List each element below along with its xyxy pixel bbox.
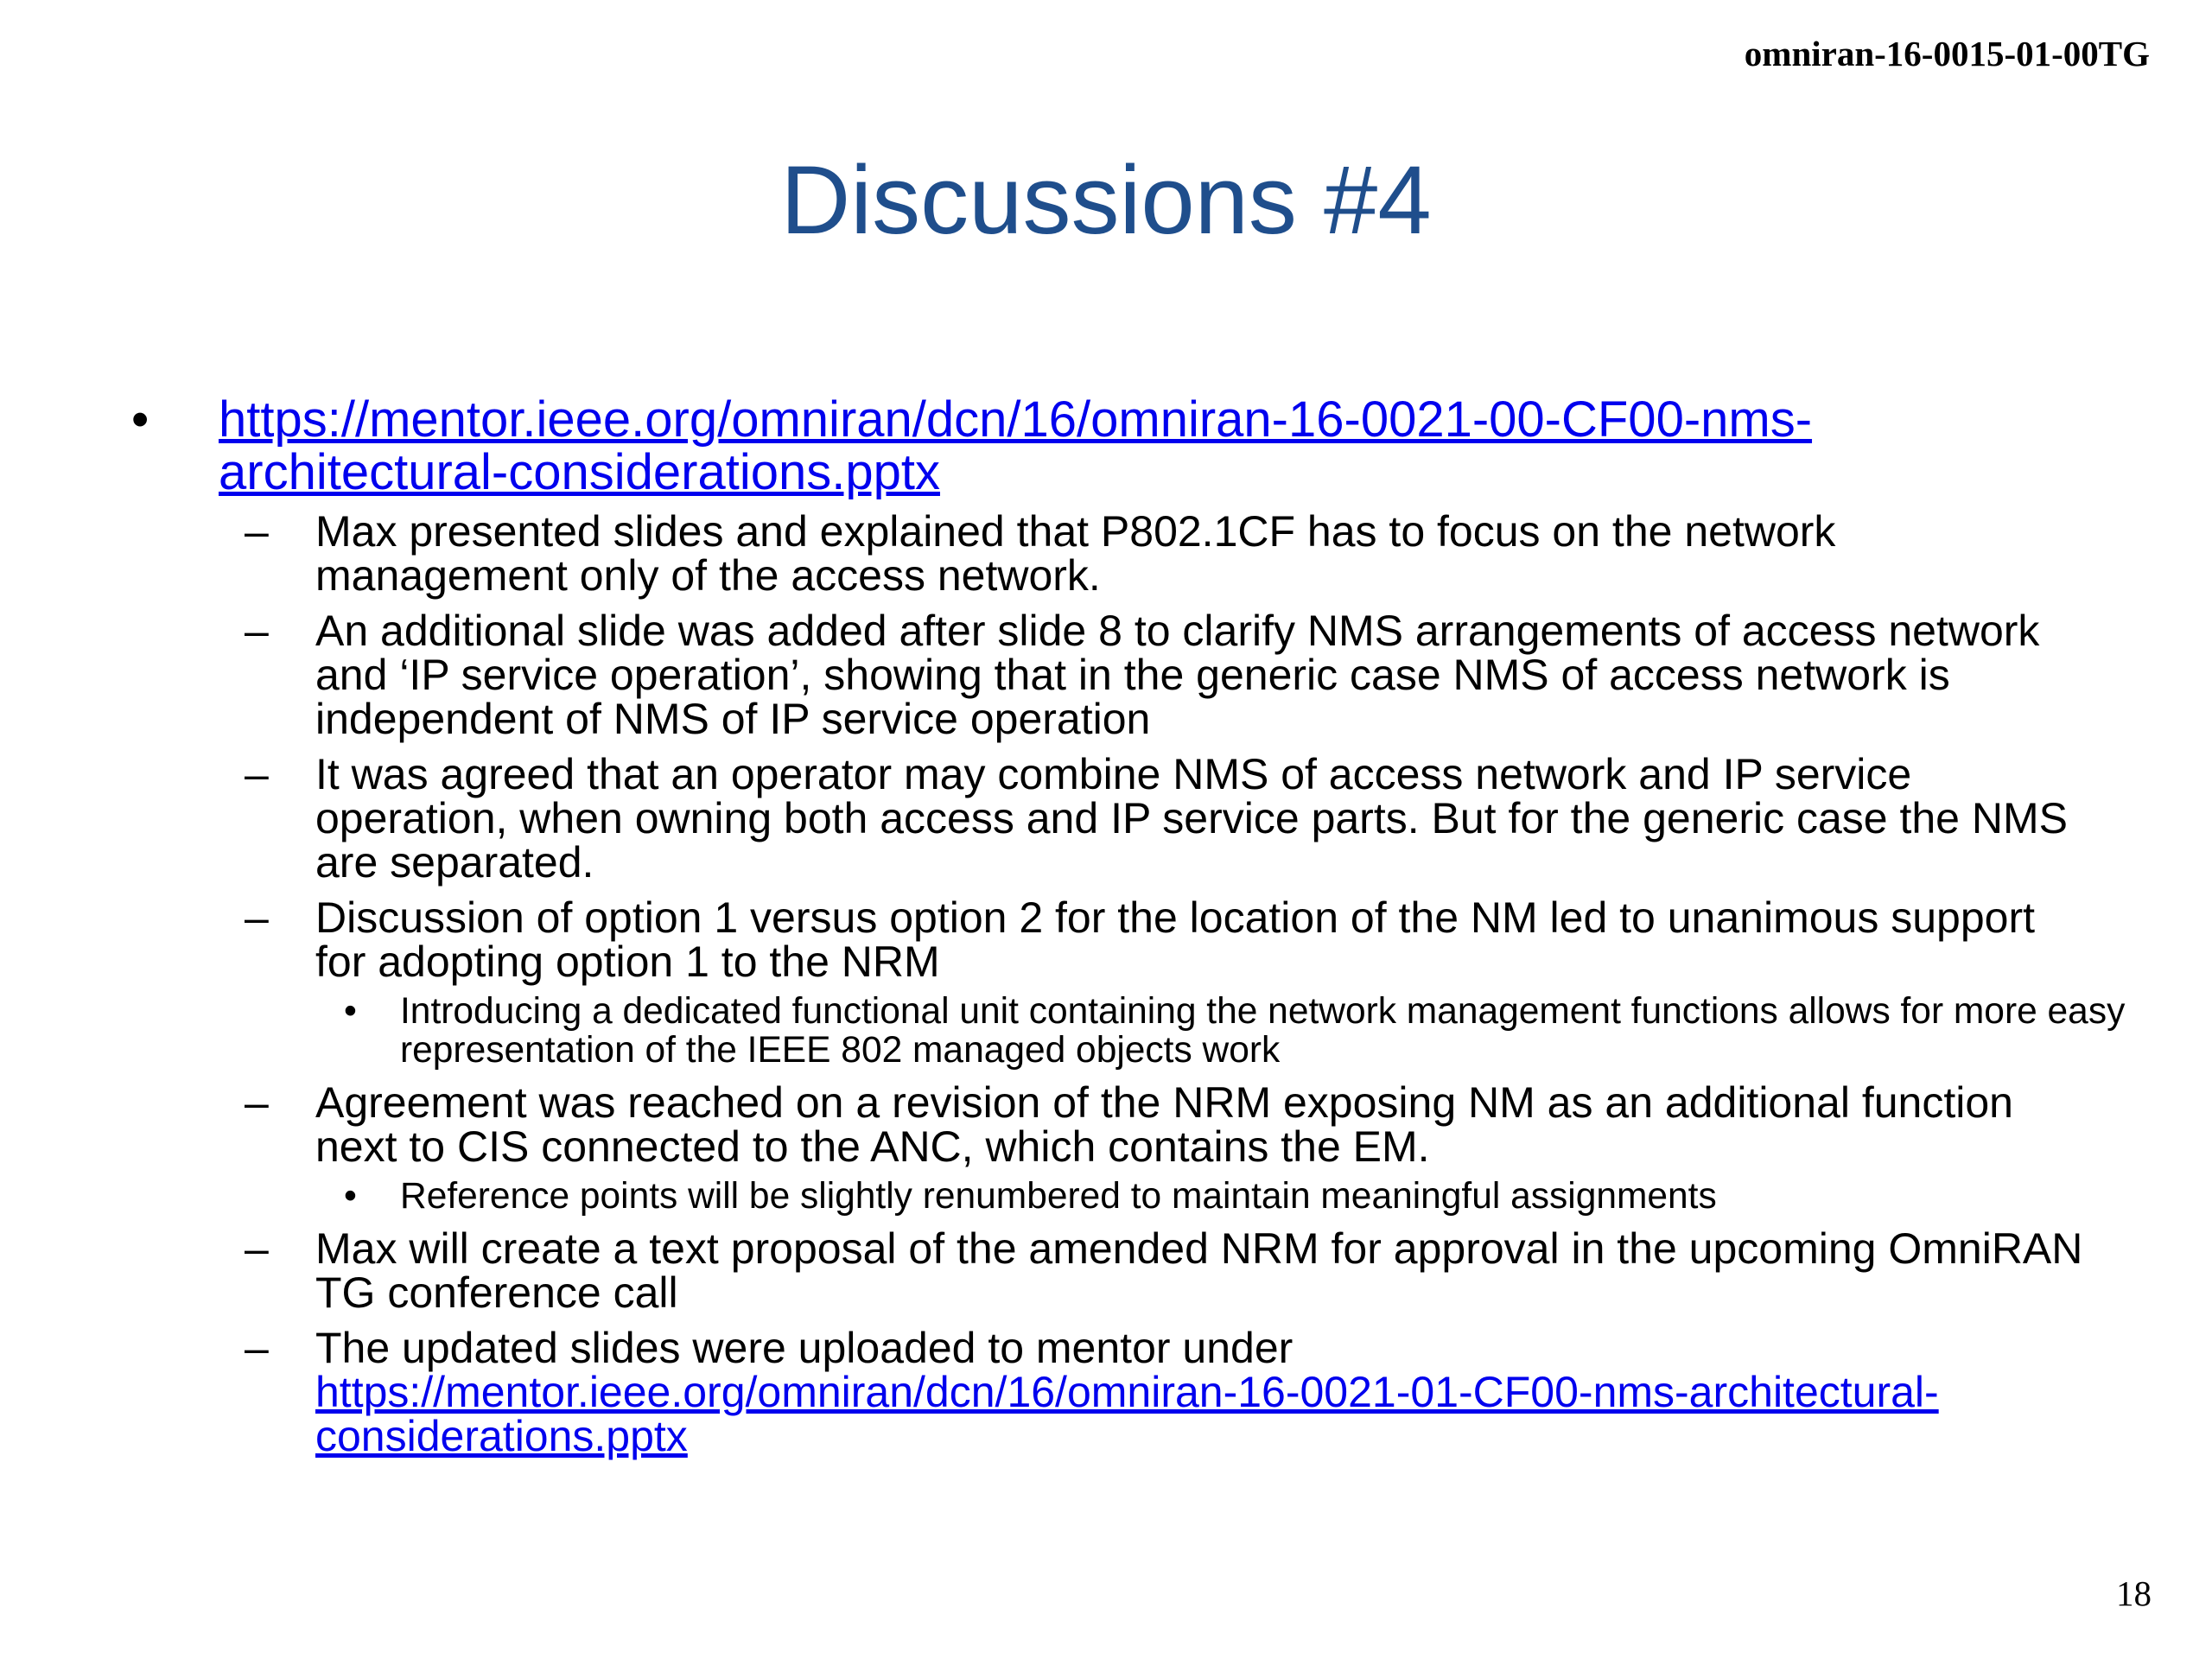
bullet-marker: • [131,391,149,448]
sub-sub-bullet [0,1177,2128,1216]
sub-bullet [0,1078,2087,1171]
main-presentation-link[interactable] [219,393,2076,499]
sub-bullet-text: An additional slide was added after slide 8 to clarify NMS arrangements of access network and ‘IP service operation’, showing that in the generic case NMS of access network is independent of NMS of IP service operation [315,607,2040,743]
sub-bullet [0,1326,2087,1459]
dash-marker: – [245,1078,269,1127]
document-id: omniran-16-0015-01-00TG [1744,34,2150,73]
main-link-line-2: architectural-considerations.pptx [219,444,940,500]
sub-bullet-text: Discussion of option 1 versus option 2 for the location of the NM led to unanimous support for adopting option 1 to the NRM [315,893,2036,986]
dash-marker: – [245,750,269,798]
updated-link-line-2: considerations.pptx [315,1412,688,1460]
main-link-line-1: https://mentor.ieee.org/omniran/dcn/16/omniran-16-0021-00-CF00-nms- [219,391,1813,448]
dash-marker: – [245,1224,269,1273]
slide-content [0,393,2212,1459]
main-bullet [0,393,2076,499]
sub-bullet-text: It was agreed that an operator may combine NMS of access network and IP service operation, when owning both access and IP service parts. But for the generic case the NMS are separated. [315,750,2068,887]
slide-title: Discussions #4 [780,146,1432,254]
sub-sub-bullet-text: Introducing a dedicated functional unit containing the network management functions allows for more easy representation of the IEEE 802 managed objects work [400,991,2126,1071]
sub-bullet [0,1224,2087,1317]
dash-marker: – [245,893,269,942]
dash-marker: – [245,507,269,556]
sub-bullet [0,750,2087,887]
sub-bullet [0,609,2087,741]
sub-bullet [0,507,2087,600]
sub-sub-bullet-text: Reference points will be slightly renumbered to maintain meaningful assignments [400,1176,1717,1217]
sub-bullet-text: Max will create a text proposal of the amended NRM for approval in the upcoming OmniRAN TG conference call [315,1224,2083,1317]
sub-bullet-text: Agreement was reached on a revision of the NRM exposing NM as an additional function next to CIS connected to the ANC, which contains the EM. [315,1078,2013,1171]
page-number: 18 [2116,1573,2152,1613]
sub-sub-bullet [0,992,2128,1070]
dash-marker: – [245,1324,269,1372]
updated-slides-link[interactable] [315,1370,2087,1459]
sub-bullet-text: The updated slides were uploaded to mentor under [315,1324,1294,1372]
bullet-marker: • [344,1176,357,1217]
dash-marker: – [245,607,269,655]
sub-bullet [0,893,2087,986]
bullet-marker: • [344,991,357,1032]
updated-link-line-1: https://mentor.ieee.org/omniran/dcn/16/omniran-16-0021-01-CF00-nms-architectural- [315,1368,1939,1416]
sub-bullet-text: Max presented slides and explained that P802.1CF has to focus on the network management only of the access network. [315,507,1836,600]
